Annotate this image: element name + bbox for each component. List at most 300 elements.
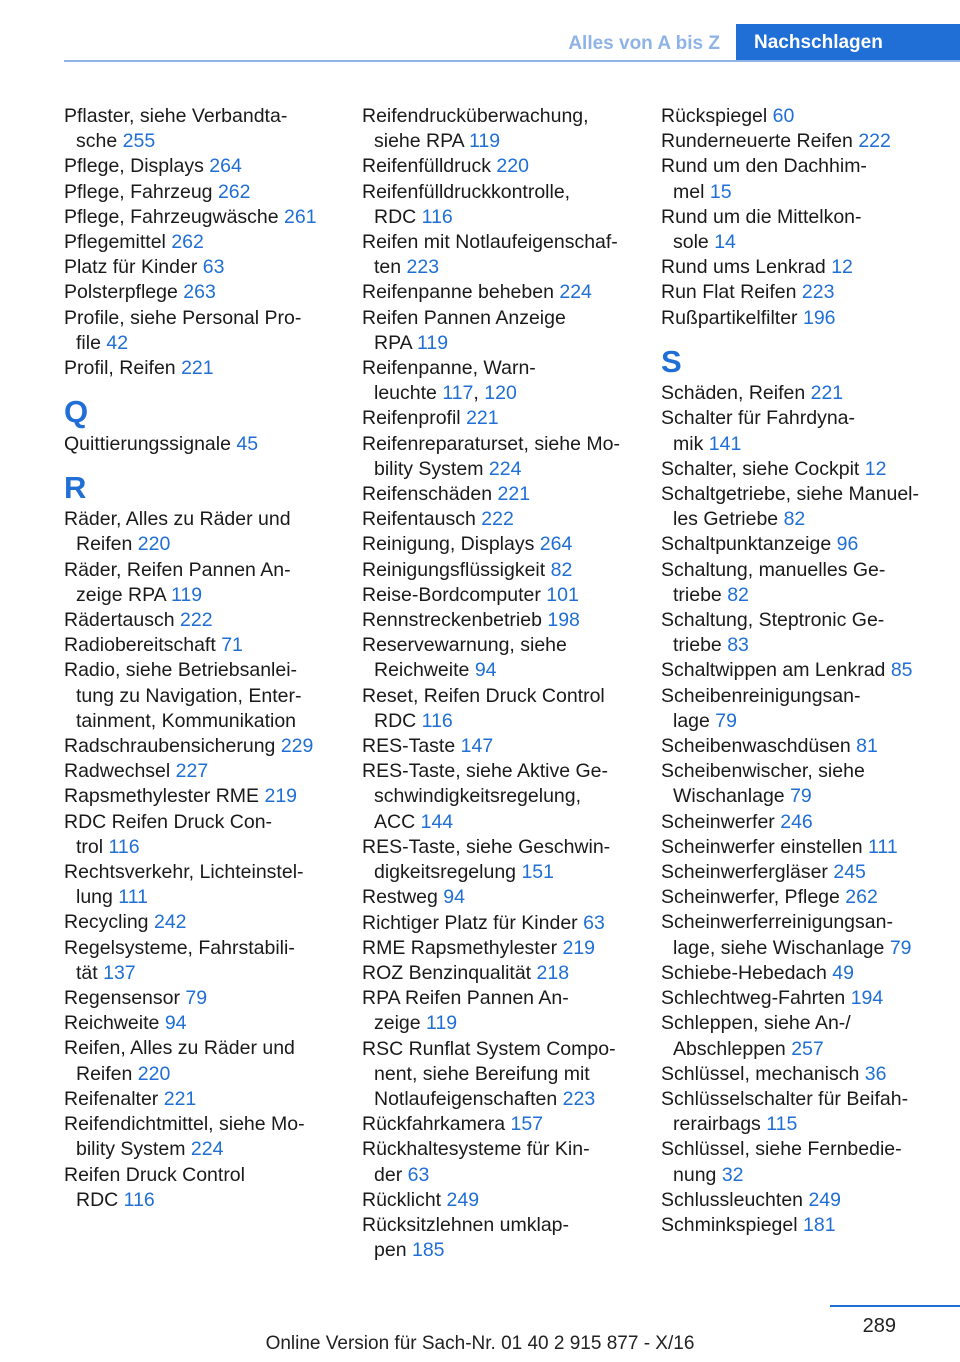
index-entry-text: ACC <box>374 810 416 833</box>
index-entry-text: RES-Taste, siehe Aktive Ge- <box>362 760 609 783</box>
page-reference-link[interactable]: 264 <box>209 155 242 178</box>
index-entry-text: lage, siehe Wischanlage <box>673 936 885 959</box>
page-reference-link[interactable]: 222 <box>858 130 891 153</box>
index-entry <box>362 885 634 910</box>
index-entry-text: trol <box>76 835 104 858</box>
page-reference-link[interactable]: 220 <box>137 533 171 556</box>
page-reference-link[interactable]: 262 <box>845 886 878 909</box>
index-entry-text: Richtiger Platz für Kinder <box>362 911 578 934</box>
index-entry-text: Rückspiegel <box>661 105 768 127</box>
index-entry <box>661 608 933 658</box>
page-reference-link[interactable]: 262 <box>171 231 204 254</box>
page-reference-link[interactable]: 224 <box>488 457 522 480</box>
index-entry <box>362 1112 634 1137</box>
index-entry <box>661 810 933 835</box>
index-entry <box>362 306 634 356</box>
page-reference-link[interactable]: 117 <box>442 382 474 405</box>
index-entry-text: Pflegemittel <box>64 231 166 254</box>
index-entry <box>661 860 933 885</box>
index-entry <box>661 280 933 305</box>
page-reference-link[interactable]: 101 <box>546 583 579 606</box>
index-entry <box>64 205 336 230</box>
index-entry <box>362 759 634 835</box>
index-entry <box>661 759 933 809</box>
index-entry <box>362 1137 634 1187</box>
index-entry-text: Reifendichtmittel, siehe Mo- <box>64 1113 305 1136</box>
page-reference-link[interactable]: 246 <box>780 810 813 833</box>
page-reference-link[interactable]: 49 <box>832 961 854 984</box>
index-letter-heading: R <box>64 469 87 505</box>
index-column-2 <box>362 104 634 1263</box>
page-reference-link[interactable]: 218 <box>536 961 570 984</box>
index-entry-text: sche <box>76 130 118 153</box>
page-reference-link[interactable]: 249 <box>808 1188 841 1211</box>
page-reference-link[interactable]: 111 <box>868 835 898 858</box>
index-entry: Reifenpanne, Warn- leuchte 117, 120 <box>362 357 536 405</box>
index-entry <box>64 784 336 809</box>
page-reference-link[interactable]: 222 <box>481 508 514 531</box>
index-entry-text: RDC <box>374 205 417 228</box>
index-entry <box>661 104 933 129</box>
page-reference-link[interactable]: 157 <box>510 1113 544 1136</box>
index-entry <box>362 280 634 305</box>
footer-rule <box>830 1305 960 1307</box>
index-entry <box>362 1037 634 1113</box>
page-reference-link[interactable]: 79 <box>185 987 208 1010</box>
index-letter-heading: Q <box>64 394 89 430</box>
header-rule <box>64 60 960 62</box>
index-entry <box>362 684 634 734</box>
page-reference-link[interactable]: 227 <box>175 760 209 783</box>
page-reference-link[interactable]: 221 <box>181 357 214 380</box>
page-reference-link[interactable]: 249 <box>446 1188 480 1211</box>
index-entry-text: Schlüssel, siehe Fernbedie- <box>661 1138 902 1161</box>
index-entry-text: Schminkspiegel <box>661 1213 798 1236</box>
page-reference-link[interactable]: 185 <box>411 1239 445 1262</box>
index-entry <box>661 205 933 255</box>
index-entry-text: schwindigkeitsregelung, <box>374 785 582 808</box>
index-entry-text: Räder, Alles zu Räder und <box>64 508 291 531</box>
page-reference-link[interactable]: 221 <box>163 1087 197 1110</box>
page-reference-link[interactable]: 120 <box>484 382 517 405</box>
index-entry <box>362 583 634 608</box>
index-entry-text: triebe <box>673 583 722 606</box>
index-entry <box>362 1188 634 1213</box>
page-reference-link[interactable]: 116 <box>108 835 140 858</box>
index-entry <box>362 911 634 936</box>
index-entry <box>661 734 933 759</box>
index-entry-text: Scheinwerfer <box>661 810 775 833</box>
page-reference-link[interactable]: 14 <box>714 231 736 254</box>
index-entry-text: Scheinwerfergläser <box>661 861 828 884</box>
index-entry <box>661 1213 933 1238</box>
index-entry <box>64 936 336 986</box>
chapter-tab: Nachschlagen <box>736 24 960 62</box>
page-reference-link[interactable]: 12 <box>831 256 853 279</box>
page-reference-link[interactable]: 82 <box>727 583 749 606</box>
page-reference-link[interactable]: 111 <box>118 886 148 909</box>
page-reference-link[interactable]: 222 <box>180 609 213 632</box>
page-reference-link[interactable]: 60 <box>772 105 795 127</box>
index-entry <box>661 684 933 734</box>
page-reference-link[interactable]: 71 <box>221 634 243 657</box>
index-entry-text: nung <box>673 1163 717 1186</box>
index-entry-text: Rückhaltesysteme für Kin- <box>362 1138 590 1161</box>
page-reference-link[interactable]: 245 <box>833 861 866 884</box>
index-entry-text: lung <box>76 886 113 909</box>
index-entry-text: Scheibenwaschdüsen <box>661 735 851 758</box>
page-reference-link[interactable]: 223 <box>562 1087 596 1110</box>
page-reference-link[interactable]: 116 <box>421 205 453 228</box>
index-entry <box>64 180 336 205</box>
page-reference-link[interactable]: 141 <box>708 432 742 455</box>
page-reference-link[interactable]: 79 <box>790 785 812 808</box>
page-reference-link[interactable]: 242 <box>153 911 187 934</box>
page-reference-link[interactable]: 220 <box>137 1062 171 1085</box>
index-entry <box>362 154 634 179</box>
page-reference-link[interactable]: 96 <box>836 533 859 556</box>
index-entry <box>661 406 933 456</box>
index-entry <box>661 381 933 406</box>
index-entry-text: RDC <box>76 1188 119 1211</box>
page-reference-link[interactable]: 82 <box>783 508 806 531</box>
index-entry <box>661 910 933 960</box>
index-entry <box>661 885 933 910</box>
index-entry <box>64 1112 336 1162</box>
index-entry <box>64 558 336 608</box>
page-reference-link[interactable]: 264 <box>539 533 573 556</box>
index-entry <box>661 129 933 154</box>
index-entry-text: Reifenalter <box>64 1087 159 1110</box>
index-entry <box>362 936 634 961</box>
index-entry-text: RDC Reifen Druck Con- <box>64 810 273 833</box>
index-entry-text: rerairbags <box>673 1113 761 1136</box>
page-reference-link[interactable]: 147 <box>460 735 494 758</box>
page-reference-link[interactable]: 119 <box>426 1012 458 1035</box>
index-entry <box>64 759 336 784</box>
index-entry-text: Rennstreckenbetrieb <box>362 609 542 632</box>
index-entry-text: Reservewarnung, siehe <box>362 634 567 657</box>
index-entry-text: Scheibenwischer, siehe <box>661 760 865 783</box>
index-entry-text: Schlüssel, mechanisch <box>661 1062 860 1085</box>
index-entry <box>661 1087 933 1137</box>
page-reference-link[interactable]: 94 <box>474 659 497 682</box>
page-reference-link[interactable]: 63 <box>583 911 605 934</box>
page-number: 289 <box>862 1315 896 1337</box>
page-reference-link[interactable]: 194 <box>850 987 884 1010</box>
index-entry <box>661 658 933 683</box>
page-reference-link[interactable]: 42 <box>106 331 129 354</box>
page-reference-link[interactable]: 45 <box>236 432 259 455</box>
index-entry-text: file <box>76 331 101 354</box>
page-reference-link[interactable]: 223 <box>801 281 835 304</box>
index-entry-text: Regensensor <box>64 987 180 1010</box>
page-reference-link[interactable]: 36 <box>864 1062 887 1085</box>
index-entry-text: Rußpartikelfilter <box>661 306 798 329</box>
index-column-1 <box>64 104 336 1213</box>
index-entry <box>64 734 336 759</box>
index-entry <box>362 986 634 1036</box>
index-entry <box>661 986 933 1011</box>
index-entry-text: Platz für Kinder <box>64 256 198 279</box>
index-entry-text: RDC <box>374 709 417 732</box>
index-entry-text: Reifendrucküberwachung, <box>362 105 589 127</box>
index-entry-text: tainment, Kommunikation <box>76 709 297 732</box>
index-entry-text: Reifen <box>76 533 133 556</box>
index-entry <box>661 961 933 986</box>
page-reference-link[interactable]: 221 <box>810 382 844 405</box>
index-entry-text: Rapsmethylester RME <box>64 785 260 808</box>
index-entry-text: Regelsysteme, Fahrstabili- <box>64 936 295 959</box>
page-reference-link[interactable]: 261 <box>284 205 317 228</box>
index-entry-text: tung zu Navigation, Enter- <box>76 684 302 707</box>
index-entry-text: nent, siehe Bereifung mit <box>374 1062 590 1085</box>
index-entry-text: Schalter, siehe Cockpit <box>661 457 860 480</box>
page-reference-link[interactable]: 94 <box>443 886 465 909</box>
page-reference-link[interactable]: 115 <box>766 1113 798 1136</box>
page-reference-link[interactable]: 219 <box>562 936 596 959</box>
index-entry-text: Scheinwerfer einstellen <box>661 835 863 858</box>
page-header <box>0 24 960 62</box>
page-reference-link[interactable]: 181 <box>803 1213 836 1236</box>
page-reference-link[interactable]: 196 <box>802 306 836 329</box>
index-entry <box>362 961 634 986</box>
index-entry-text: Rücksitzlehnen umklap- <box>362 1213 570 1236</box>
index-entry-text: Runderneuerte Reifen <box>661 130 853 153</box>
index-entry-text: bility System <box>76 1138 186 1161</box>
index-entry <box>661 154 933 204</box>
page-reference-link[interactable]: 144 <box>420 810 454 833</box>
page-reference-link[interactable]: 221 <box>497 483 531 506</box>
index-entry-text: Reichweite <box>64 1012 160 1035</box>
index-entry <box>64 810 336 860</box>
index-entry <box>64 1036 336 1086</box>
index-entry-text: ROZ Benzinqualität <box>362 961 532 984</box>
page-reference-link[interactable]: 119 <box>417 331 449 354</box>
section-title: Alles von A bis Z <box>568 33 720 54</box>
index-entry-text: tät <box>76 961 98 984</box>
index-entry-text: Rund ums Lenkrad <box>661 256 826 279</box>
page-reference-link[interactable]: 79 <box>889 936 912 959</box>
page-reference-link[interactable]: 262 <box>217 180 251 203</box>
index-entry <box>362 532 634 557</box>
page-reference-link[interactable]: 229 <box>280 735 314 758</box>
page-reference-link[interactable]: 221 <box>466 407 499 430</box>
index-entry <box>661 1188 933 1213</box>
index-entry-text: siehe RPA <box>374 130 464 153</box>
index-entry <box>362 432 634 482</box>
index-entry <box>661 1011 933 1061</box>
page-reference-link[interactable]: 223 <box>406 256 440 279</box>
index-entry-text: Run Flat Reifen <box>661 281 797 304</box>
index-entry-text: Pflege, Displays <box>64 155 204 178</box>
index-entry-text: leuchte <box>374 382 437 405</box>
index-entry <box>362 608 634 633</box>
index-entry <box>64 432 336 457</box>
page-reference-link[interactable]: 32 <box>721 1163 744 1186</box>
index-entry <box>661 482 933 532</box>
index-entry-text: der <box>374 1163 403 1186</box>
index-entry <box>64 507 336 557</box>
page-reference-link[interactable]: 198 <box>547 609 580 632</box>
index-entry <box>64 986 336 1011</box>
page-reference-link[interactable]: 224 <box>190 1138 224 1161</box>
index-entry <box>64 104 336 154</box>
index-entry <box>64 280 336 305</box>
index-entry-text: Radio, siehe Betriebsanlei- <box>64 659 298 682</box>
index-entry-text: Reset, Reifen Druck Control <box>362 684 605 707</box>
page-reference-link[interactable]: 219 <box>264 785 298 808</box>
index-entry-text: Reifen Pannen Anzeige <box>362 306 566 329</box>
index-entry <box>64 910 336 935</box>
index-entry-text: Rund um den Dachhim- <box>661 155 867 178</box>
index-entry-text: mik <box>673 432 704 455</box>
index-entry <box>661 1137 933 1187</box>
index-entry <box>64 1011 336 1036</box>
index-entry-text: zeige <box>374 1012 421 1035</box>
index-entry <box>362 482 634 507</box>
index-entry <box>661 532 933 557</box>
page-reference-link[interactable]: 79 <box>715 709 737 732</box>
page-reference-link[interactable]: 63 <box>407 1163 430 1186</box>
index-entry <box>64 633 336 658</box>
index-entry-text: Schlechtweg-Fahrten <box>661 987 846 1010</box>
index-entry-text: RPA <box>374 331 412 354</box>
index-entry-text: triebe <box>673 634 722 657</box>
index-entry-text: Reifen, Alles zu Räder und <box>64 1037 295 1060</box>
index-entry-text: Radschraubensicherung <box>64 735 276 758</box>
index-entry-text: Schiebe-Hebedach <box>661 961 827 984</box>
index-entry <box>362 507 634 532</box>
index-entry-text: Reinigung, Displays <box>362 533 535 556</box>
index-entry-text: Scheinwerfer, Pflege <box>661 886 840 909</box>
index-entry-text: Räder, Reifen Pannen An- <box>64 558 291 581</box>
index-entry-text: Schalter für Fahrdyna- <box>661 407 856 430</box>
index-entry-text: Schaltpunktanzeige <box>661 533 832 556</box>
index-entry <box>64 356 336 381</box>
index-entry <box>362 835 634 885</box>
index-entry <box>661 457 933 482</box>
index-entry <box>64 230 336 255</box>
index-entry-text: Pflege, Fahrzeug <box>64 180 213 203</box>
page-reference-link[interactable]: 255 <box>122 130 156 153</box>
index-entry <box>362 406 634 431</box>
page-reference-link[interactable]: 63 <box>202 256 225 279</box>
index-entry-text: Reifentausch <box>362 508 476 531</box>
page-reference-link[interactable]: 151 <box>521 861 554 884</box>
index-entry-text: Profil, Reifen <box>64 357 176 380</box>
page-reference-link[interactable]: 224 <box>559 281 592 304</box>
index-entry-text: Radiobereitschaft <box>64 634 216 657</box>
index-entry <box>64 608 336 633</box>
index-entry-text: Profile, siehe Personal Pro- <box>64 306 302 329</box>
index-entry-text: mel <box>673 180 705 203</box>
index-entry <box>64 1087 336 1112</box>
page-reference-link[interactable]: 81 <box>856 735 878 758</box>
page-reference-link[interactable]: 94 <box>164 1012 187 1035</box>
index-entry <box>64 1163 336 1213</box>
page-reference-link[interactable]: 263 <box>183 281 216 304</box>
index-entry-text: Pflege, Fahrzeugwäsche <box>64 205 279 228</box>
index-entry <box>661 835 933 860</box>
index-entry-text: Restweg <box>362 886 438 909</box>
index-entry <box>64 306 336 356</box>
index-entry-text: digkeitsregelung <box>374 861 517 884</box>
index-entry-text: Schleppen, siehe An-/ <box>661 1012 851 1035</box>
index-entry-text: Schaltung, Steptronic Ge- <box>661 609 885 632</box>
index-entry-text: zeige RPA <box>76 583 166 606</box>
index-entry-text: Reifenprofil <box>362 407 461 430</box>
index-entry-text: Reifen mit Notlaufeigenschaf- <box>362 231 618 254</box>
index-entry-text: Schaltung, manuelles Ge- <box>661 558 886 581</box>
page-reference-link[interactable]: 85 <box>890 659 913 682</box>
index-entry <box>362 104 634 154</box>
index-entry-text: RES-Taste <box>362 735 456 758</box>
index-entry-text: Scheinwerferreinigungsan- <box>661 911 893 934</box>
index-entry-text: les Getriebe <box>673 508 779 531</box>
index-entry-text: RME Rapsmethylester <box>362 936 558 959</box>
page-reference-link[interactable]: 116 <box>123 1188 155 1211</box>
page-reference-link[interactable]: 220 <box>496 155 529 178</box>
index-entry-text: Reifenfülldruck <box>362 155 491 178</box>
index-entry <box>64 860 336 910</box>
index-entry-text: lage <box>673 709 710 732</box>
index-entry-text: Notlaufeigenschaften <box>374 1087 558 1110</box>
index-entry-text: Rechtsverkehr, Lichteinstel- <box>64 861 304 884</box>
index-entry-text: Reise-Bordcomputer <box>362 583 541 606</box>
index-entry-text: ten <box>374 256 402 279</box>
index-entry-text: Schaltwippen am Lenkrad <box>661 659 886 682</box>
index-entry-text: Radwechsel <box>64 760 171 783</box>
page-reference-link[interactable]: 116 <box>421 709 453 732</box>
index-entry-text: pen <box>374 1239 407 1262</box>
index-entry-text: Schlüsselschalter für Beifah- <box>661 1087 909 1110</box>
index-entry-text: RSC Runflat System Compo- <box>362 1037 616 1060</box>
index-entry-text: Rückfahrkamera <box>362 1113 506 1136</box>
index-entry-text: Reichweite <box>374 659 470 682</box>
index-entry-text: Rücklicht <box>362 1188 442 1211</box>
index-column-3 <box>661 104 933 1238</box>
page-reference-link[interactable]: 119 <box>171 583 203 606</box>
page-reference-link[interactable]: 119 <box>469 130 501 153</box>
index-entry-text: Recycling <box>64 911 149 934</box>
index-entry-text: Reifenpanne beheben <box>362 281 554 304</box>
page-reference-link[interactable]: 15 <box>709 180 732 203</box>
index-entry-text: Schaltgetriebe, siehe Manuel- <box>661 483 919 506</box>
index-entry-text: Schäden, Reifen <box>661 382 806 405</box>
index-entry <box>64 255 336 280</box>
index-entry <box>661 255 933 280</box>
index-entry <box>661 1062 933 1087</box>
index-entry <box>661 306 933 331</box>
page-reference-link[interactable]: 83 <box>727 634 749 657</box>
index-entry-text: Reifenfülldruckkontrolle, <box>362 180 571 203</box>
index-entry-text: Scheibenreinigungsan- <box>661 684 861 707</box>
index-entry <box>64 154 336 179</box>
index-entry <box>362 180 634 230</box>
index-entry-text: Reifen <box>76 1062 133 1085</box>
index-entry-text: Rädertausch <box>64 609 175 632</box>
index-entry-text: Wischanlage <box>673 785 785 808</box>
index-entry <box>362 230 634 280</box>
page-reference-link[interactable]: 257 <box>791 1037 824 1060</box>
index-entry-text: Schlussleuchten <box>661 1188 804 1211</box>
index-entry-text: Reifenschäden <box>362 483 493 506</box>
page-reference-link[interactable]: 82 <box>550 558 573 581</box>
index-entry-text: Reifenreparaturset, siehe Mo- <box>362 432 620 455</box>
page-reference-link[interactable]: 137 <box>103 961 136 984</box>
page-reference-link[interactable]: 12 <box>864 457 887 480</box>
